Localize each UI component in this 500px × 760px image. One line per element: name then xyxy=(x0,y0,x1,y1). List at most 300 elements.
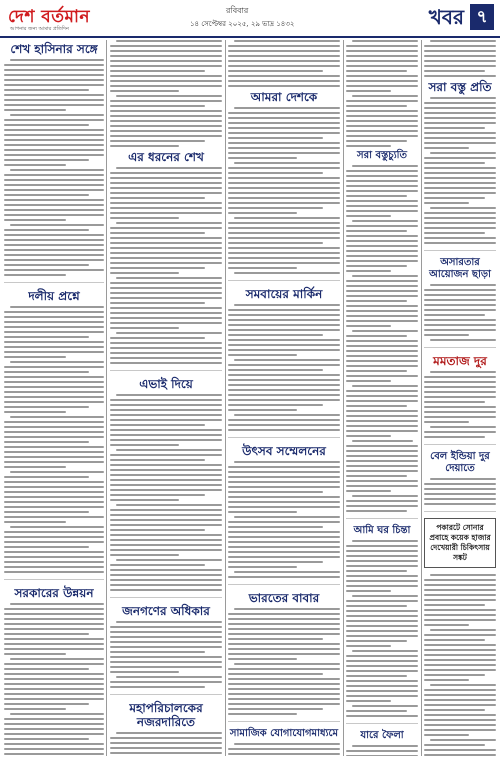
headline[interactable]: এভাই দিয়ে xyxy=(139,377,193,391)
text-line xyxy=(110,357,222,359)
text-line xyxy=(346,210,418,212)
text-line xyxy=(110,752,222,754)
text-line xyxy=(228,678,340,680)
body-text xyxy=(110,40,222,147)
text-line xyxy=(352,275,418,277)
text-line xyxy=(110,105,205,107)
text-line xyxy=(346,630,418,632)
text-line xyxy=(228,658,297,660)
text-line xyxy=(430,284,496,286)
text-line xyxy=(228,556,340,558)
text-line xyxy=(228,309,340,311)
headline[interactable]: ভারতের বাবার xyxy=(248,591,320,605)
text-line xyxy=(4,466,66,468)
text-line xyxy=(110,742,222,744)
text-line xyxy=(4,401,104,403)
text-line xyxy=(4,491,104,493)
text-line xyxy=(110,232,205,234)
text-line xyxy=(110,554,179,556)
text-line xyxy=(4,521,66,523)
story xyxy=(110,150,222,371)
text-line xyxy=(346,410,418,412)
day-name: রবিবার xyxy=(226,6,249,15)
text-line xyxy=(228,152,340,154)
text-line xyxy=(4,688,104,690)
text-line xyxy=(4,411,66,413)
text-line xyxy=(110,125,222,127)
text-line xyxy=(4,431,104,433)
text-line xyxy=(110,115,222,117)
body-text xyxy=(424,371,496,438)
text-line xyxy=(228,65,340,67)
text-line xyxy=(424,483,496,485)
text-line xyxy=(424,107,496,109)
text-line xyxy=(228,753,340,755)
headline[interactable]: বেল ইন্ডিয়া দুর দেয়াতে xyxy=(430,451,490,474)
text-line xyxy=(4,189,104,191)
headline[interactable]: শেখ হাসিনার সঙ্গে xyxy=(10,42,98,56)
text-line xyxy=(110,252,222,254)
text-line xyxy=(4,648,104,650)
text-line xyxy=(228,132,340,134)
text-line xyxy=(346,505,418,507)
text-line xyxy=(352,220,418,222)
text-line xyxy=(4,209,104,211)
text-line xyxy=(4,718,104,720)
text-line xyxy=(346,185,418,187)
story xyxy=(4,42,104,283)
text-line xyxy=(424,659,496,661)
text-line xyxy=(228,157,297,159)
text-line xyxy=(110,135,222,137)
text-line xyxy=(110,267,205,269)
text-line xyxy=(424,232,485,234)
text-line xyxy=(424,649,496,651)
text-line xyxy=(352,40,418,42)
text-line xyxy=(424,102,496,104)
text-line xyxy=(10,306,104,308)
text-line xyxy=(110,444,179,446)
text-line xyxy=(4,441,89,443)
text-line xyxy=(4,321,104,323)
text-line xyxy=(424,634,496,636)
text-line xyxy=(424,294,496,296)
headline[interactable]: মহাপরিচালকের নজরদারিতে xyxy=(129,701,203,729)
text-line xyxy=(228,526,323,528)
text-line xyxy=(228,172,323,174)
text-line xyxy=(346,620,418,622)
headline[interactable]: এর ধরনের শেখ xyxy=(128,150,204,164)
text-line xyxy=(346,90,391,92)
text-line xyxy=(228,137,323,139)
text-line xyxy=(110,519,222,521)
text-line xyxy=(346,265,407,267)
text-line xyxy=(110,564,205,566)
text-line xyxy=(4,134,104,136)
text-line xyxy=(228,394,340,396)
text-line xyxy=(116,95,222,97)
text-line xyxy=(346,425,418,427)
text-line xyxy=(424,132,496,134)
text-line xyxy=(430,97,496,99)
text-line xyxy=(4,511,89,513)
text-line xyxy=(346,120,418,122)
text-line xyxy=(4,164,66,166)
text-line xyxy=(424,192,496,194)
text-line xyxy=(228,85,340,87)
text-line xyxy=(424,319,496,321)
body-text xyxy=(4,306,104,573)
body-text xyxy=(346,165,418,512)
text-line xyxy=(234,461,340,463)
text-line xyxy=(228,202,340,204)
text-line xyxy=(4,391,104,393)
text-line xyxy=(346,325,391,327)
text-line xyxy=(234,304,340,306)
column-5 xyxy=(424,40,496,756)
text-line xyxy=(110,409,222,411)
text-line xyxy=(228,501,340,503)
text-line xyxy=(424,55,496,57)
text-line xyxy=(346,685,418,687)
text-line xyxy=(346,475,407,477)
story xyxy=(346,730,418,756)
text-line xyxy=(110,534,222,536)
text-line xyxy=(228,683,340,685)
headline[interactable]: আমরা দেশকে xyxy=(250,90,318,104)
text-line xyxy=(346,465,418,467)
text-line xyxy=(346,545,418,547)
headline[interactable]: সরা বস্তুচ্যুতি xyxy=(357,150,407,161)
text-line xyxy=(424,644,496,646)
text-line xyxy=(110,579,222,581)
text-line xyxy=(228,75,340,77)
text-line xyxy=(110,85,222,87)
story xyxy=(228,728,340,756)
text-line xyxy=(430,207,496,209)
text-line xyxy=(4,124,89,126)
text-line xyxy=(430,574,496,576)
text-line xyxy=(4,336,89,338)
headline[interactable]: সামাজিক যোগাযোগমাধ্যমে xyxy=(229,728,339,739)
text-line xyxy=(228,257,340,259)
text-line xyxy=(228,117,340,119)
text-line xyxy=(424,421,469,423)
text-line xyxy=(346,70,407,72)
text-line xyxy=(110,454,222,456)
text-line xyxy=(346,215,391,217)
text-line xyxy=(110,322,222,324)
text-line xyxy=(228,60,340,62)
text-line xyxy=(110,429,222,431)
text-line xyxy=(4,561,104,563)
text-line xyxy=(424,436,485,438)
page-number: ৭ xyxy=(470,4,494,30)
text-line xyxy=(424,719,496,721)
text-line xyxy=(228,404,323,406)
text-line xyxy=(110,80,222,82)
text-line xyxy=(424,217,496,219)
headline[interactable]: অসারতার আয়োজন ছাড়া xyxy=(429,257,491,280)
text-line xyxy=(346,445,418,447)
text-line xyxy=(424,744,485,746)
text-line xyxy=(346,405,407,407)
text-line xyxy=(424,704,496,706)
text-line xyxy=(346,560,418,562)
body-text xyxy=(424,40,496,77)
text-line xyxy=(228,546,340,548)
text-line xyxy=(228,673,323,675)
text-line xyxy=(424,222,496,224)
headline[interactable]: সরা বস্তু প্রতি xyxy=(428,80,492,94)
text-line xyxy=(424,177,496,179)
text-line xyxy=(4,496,104,498)
text-line xyxy=(424,624,469,626)
text-line xyxy=(424,75,496,77)
text-line xyxy=(346,200,418,202)
text-line xyxy=(110,227,222,229)
text-line xyxy=(4,733,104,735)
text-line xyxy=(228,334,323,336)
headline[interactable]: আমি ঘর চিন্তা xyxy=(353,525,411,536)
text-line xyxy=(234,359,340,361)
text-line xyxy=(346,605,407,607)
text-line xyxy=(228,698,340,700)
text-line xyxy=(110,459,205,461)
text-line xyxy=(4,229,89,231)
text-line xyxy=(228,364,340,366)
text-line xyxy=(228,384,340,386)
story xyxy=(110,377,222,598)
text-line xyxy=(228,511,297,513)
text-line xyxy=(346,260,418,262)
text-line xyxy=(228,242,323,244)
text-line xyxy=(424,309,496,311)
text-line xyxy=(424,162,485,164)
text-line xyxy=(110,641,222,643)
text-line xyxy=(424,70,485,72)
text-line xyxy=(4,239,104,241)
text-line xyxy=(4,259,104,261)
text-line xyxy=(228,45,340,47)
text-line xyxy=(110,484,222,486)
text-line xyxy=(4,109,66,111)
text-line xyxy=(346,345,418,347)
text-line xyxy=(234,162,340,164)
text-line xyxy=(110,177,222,179)
text-line xyxy=(228,187,340,189)
text-line xyxy=(4,618,104,620)
headline[interactable]: জনগণের অধিকার xyxy=(122,604,210,618)
headline[interactable]: মমতাজ দুর xyxy=(433,354,487,368)
text-line xyxy=(424,60,496,62)
text-line xyxy=(352,385,418,387)
text-line xyxy=(346,170,418,172)
text-line xyxy=(110,514,222,516)
text-line xyxy=(10,603,104,605)
body-text xyxy=(228,40,340,87)
text-line xyxy=(4,149,104,151)
text-line xyxy=(110,217,179,219)
text-line xyxy=(228,55,340,57)
text-line xyxy=(228,541,340,543)
headline[interactable]: দলীয় প্রশ্নে xyxy=(28,289,80,303)
text-line xyxy=(110,651,205,653)
text-line xyxy=(424,147,469,149)
text-line xyxy=(234,571,340,573)
text-line xyxy=(4,551,104,553)
text-line xyxy=(228,688,340,690)
text-line xyxy=(228,232,340,234)
text-line xyxy=(4,693,104,695)
text-line xyxy=(228,182,340,184)
text-line xyxy=(110,297,222,299)
text-line xyxy=(346,420,418,422)
column-rule xyxy=(421,40,422,756)
text-line xyxy=(424,396,496,398)
headline[interactable]: সরকারের উন্নয়ন xyxy=(14,586,94,600)
text-line xyxy=(110,312,222,314)
text-line xyxy=(346,140,407,142)
text-line xyxy=(234,107,340,109)
text-line xyxy=(346,690,418,692)
headline[interactable]: যারে ফৈলা xyxy=(360,730,404,741)
body-text xyxy=(228,743,340,756)
text-line xyxy=(228,314,340,316)
text-line xyxy=(116,332,222,334)
text-line xyxy=(346,470,418,472)
text-line xyxy=(4,234,104,236)
text-line xyxy=(110,45,222,47)
text-line xyxy=(4,274,66,276)
text-line xyxy=(110,489,222,491)
text-line xyxy=(346,50,418,52)
text-line xyxy=(346,675,407,677)
text-line xyxy=(4,99,104,101)
text-line xyxy=(4,316,104,318)
text-line xyxy=(110,50,222,52)
text-line xyxy=(346,280,418,282)
text-line xyxy=(424,594,496,596)
text-line xyxy=(346,60,418,62)
text-line xyxy=(228,197,340,199)
text-line xyxy=(346,455,418,457)
headline[interactable]: উৎসব সম্মেলনের xyxy=(242,444,326,458)
text-line xyxy=(228,207,323,209)
text-line xyxy=(4,174,104,176)
text-line xyxy=(346,45,418,47)
text-line xyxy=(424,714,496,716)
story xyxy=(4,289,104,580)
text-line xyxy=(346,710,407,712)
text-line xyxy=(346,555,418,557)
text-line xyxy=(346,640,407,642)
text-line xyxy=(228,628,340,630)
text-line xyxy=(228,486,340,488)
text-line xyxy=(346,105,407,107)
text-line xyxy=(110,494,205,496)
text-line xyxy=(10,416,104,418)
text-line xyxy=(110,70,205,72)
text-line xyxy=(4,728,104,730)
text-line xyxy=(424,391,496,393)
text-line xyxy=(346,430,418,432)
text-line xyxy=(110,544,222,546)
text-line xyxy=(4,506,104,508)
text-line xyxy=(424,498,496,500)
text-line xyxy=(4,638,104,640)
text-line xyxy=(110,90,179,92)
text-line xyxy=(228,531,340,533)
text-line xyxy=(110,287,222,289)
text-line xyxy=(110,120,222,122)
text-line xyxy=(228,324,340,326)
body-text xyxy=(424,97,496,244)
text-line xyxy=(424,724,496,726)
tagline: আপনার জন্য আমার প্রতিদিন xyxy=(10,26,69,32)
text-line xyxy=(228,703,340,705)
text-line xyxy=(424,694,496,696)
text-line xyxy=(116,40,222,42)
text-line xyxy=(4,571,104,573)
text-line xyxy=(424,411,496,413)
story xyxy=(228,90,340,281)
text-line xyxy=(110,237,222,239)
text-line xyxy=(234,608,340,610)
text-line xyxy=(228,374,340,376)
text-line xyxy=(346,490,391,492)
date-line: ১৪ সেপ্টেম্বর ২০২৫, ২৯ ভাদ্র ১৪৩২ xyxy=(190,20,295,28)
text-line xyxy=(228,142,340,144)
text-line xyxy=(110,272,179,274)
text-line xyxy=(228,424,340,426)
text-line xyxy=(228,227,340,229)
text-line xyxy=(116,559,222,561)
text-line xyxy=(4,381,104,383)
text-line xyxy=(424,376,496,378)
text-line xyxy=(346,195,407,197)
text-line xyxy=(110,414,222,416)
text-line xyxy=(346,240,418,242)
text-line xyxy=(346,655,418,657)
text-line xyxy=(352,440,413,442)
text-line xyxy=(4,119,104,121)
text-line xyxy=(110,140,205,142)
text-line xyxy=(346,700,391,702)
text-line xyxy=(346,370,407,372)
column-3 xyxy=(228,40,340,756)
text-line xyxy=(346,610,418,612)
headline[interactable]: সমবায়ের মার্কিন xyxy=(245,287,323,301)
text-line xyxy=(4,371,89,373)
text-line xyxy=(4,556,104,558)
quote-box xyxy=(424,518,496,568)
text-line xyxy=(110,337,205,339)
text-line xyxy=(4,376,104,378)
text-line xyxy=(110,317,222,319)
text-line xyxy=(4,74,104,76)
text-line xyxy=(228,50,340,52)
text-line xyxy=(228,613,340,615)
text-line xyxy=(110,282,222,284)
text-line xyxy=(116,394,222,396)
text-line xyxy=(346,115,418,117)
text-line xyxy=(4,254,104,256)
text-line xyxy=(110,464,222,466)
text-line xyxy=(346,600,418,602)
text-line xyxy=(424,122,496,124)
text-line xyxy=(424,639,485,641)
